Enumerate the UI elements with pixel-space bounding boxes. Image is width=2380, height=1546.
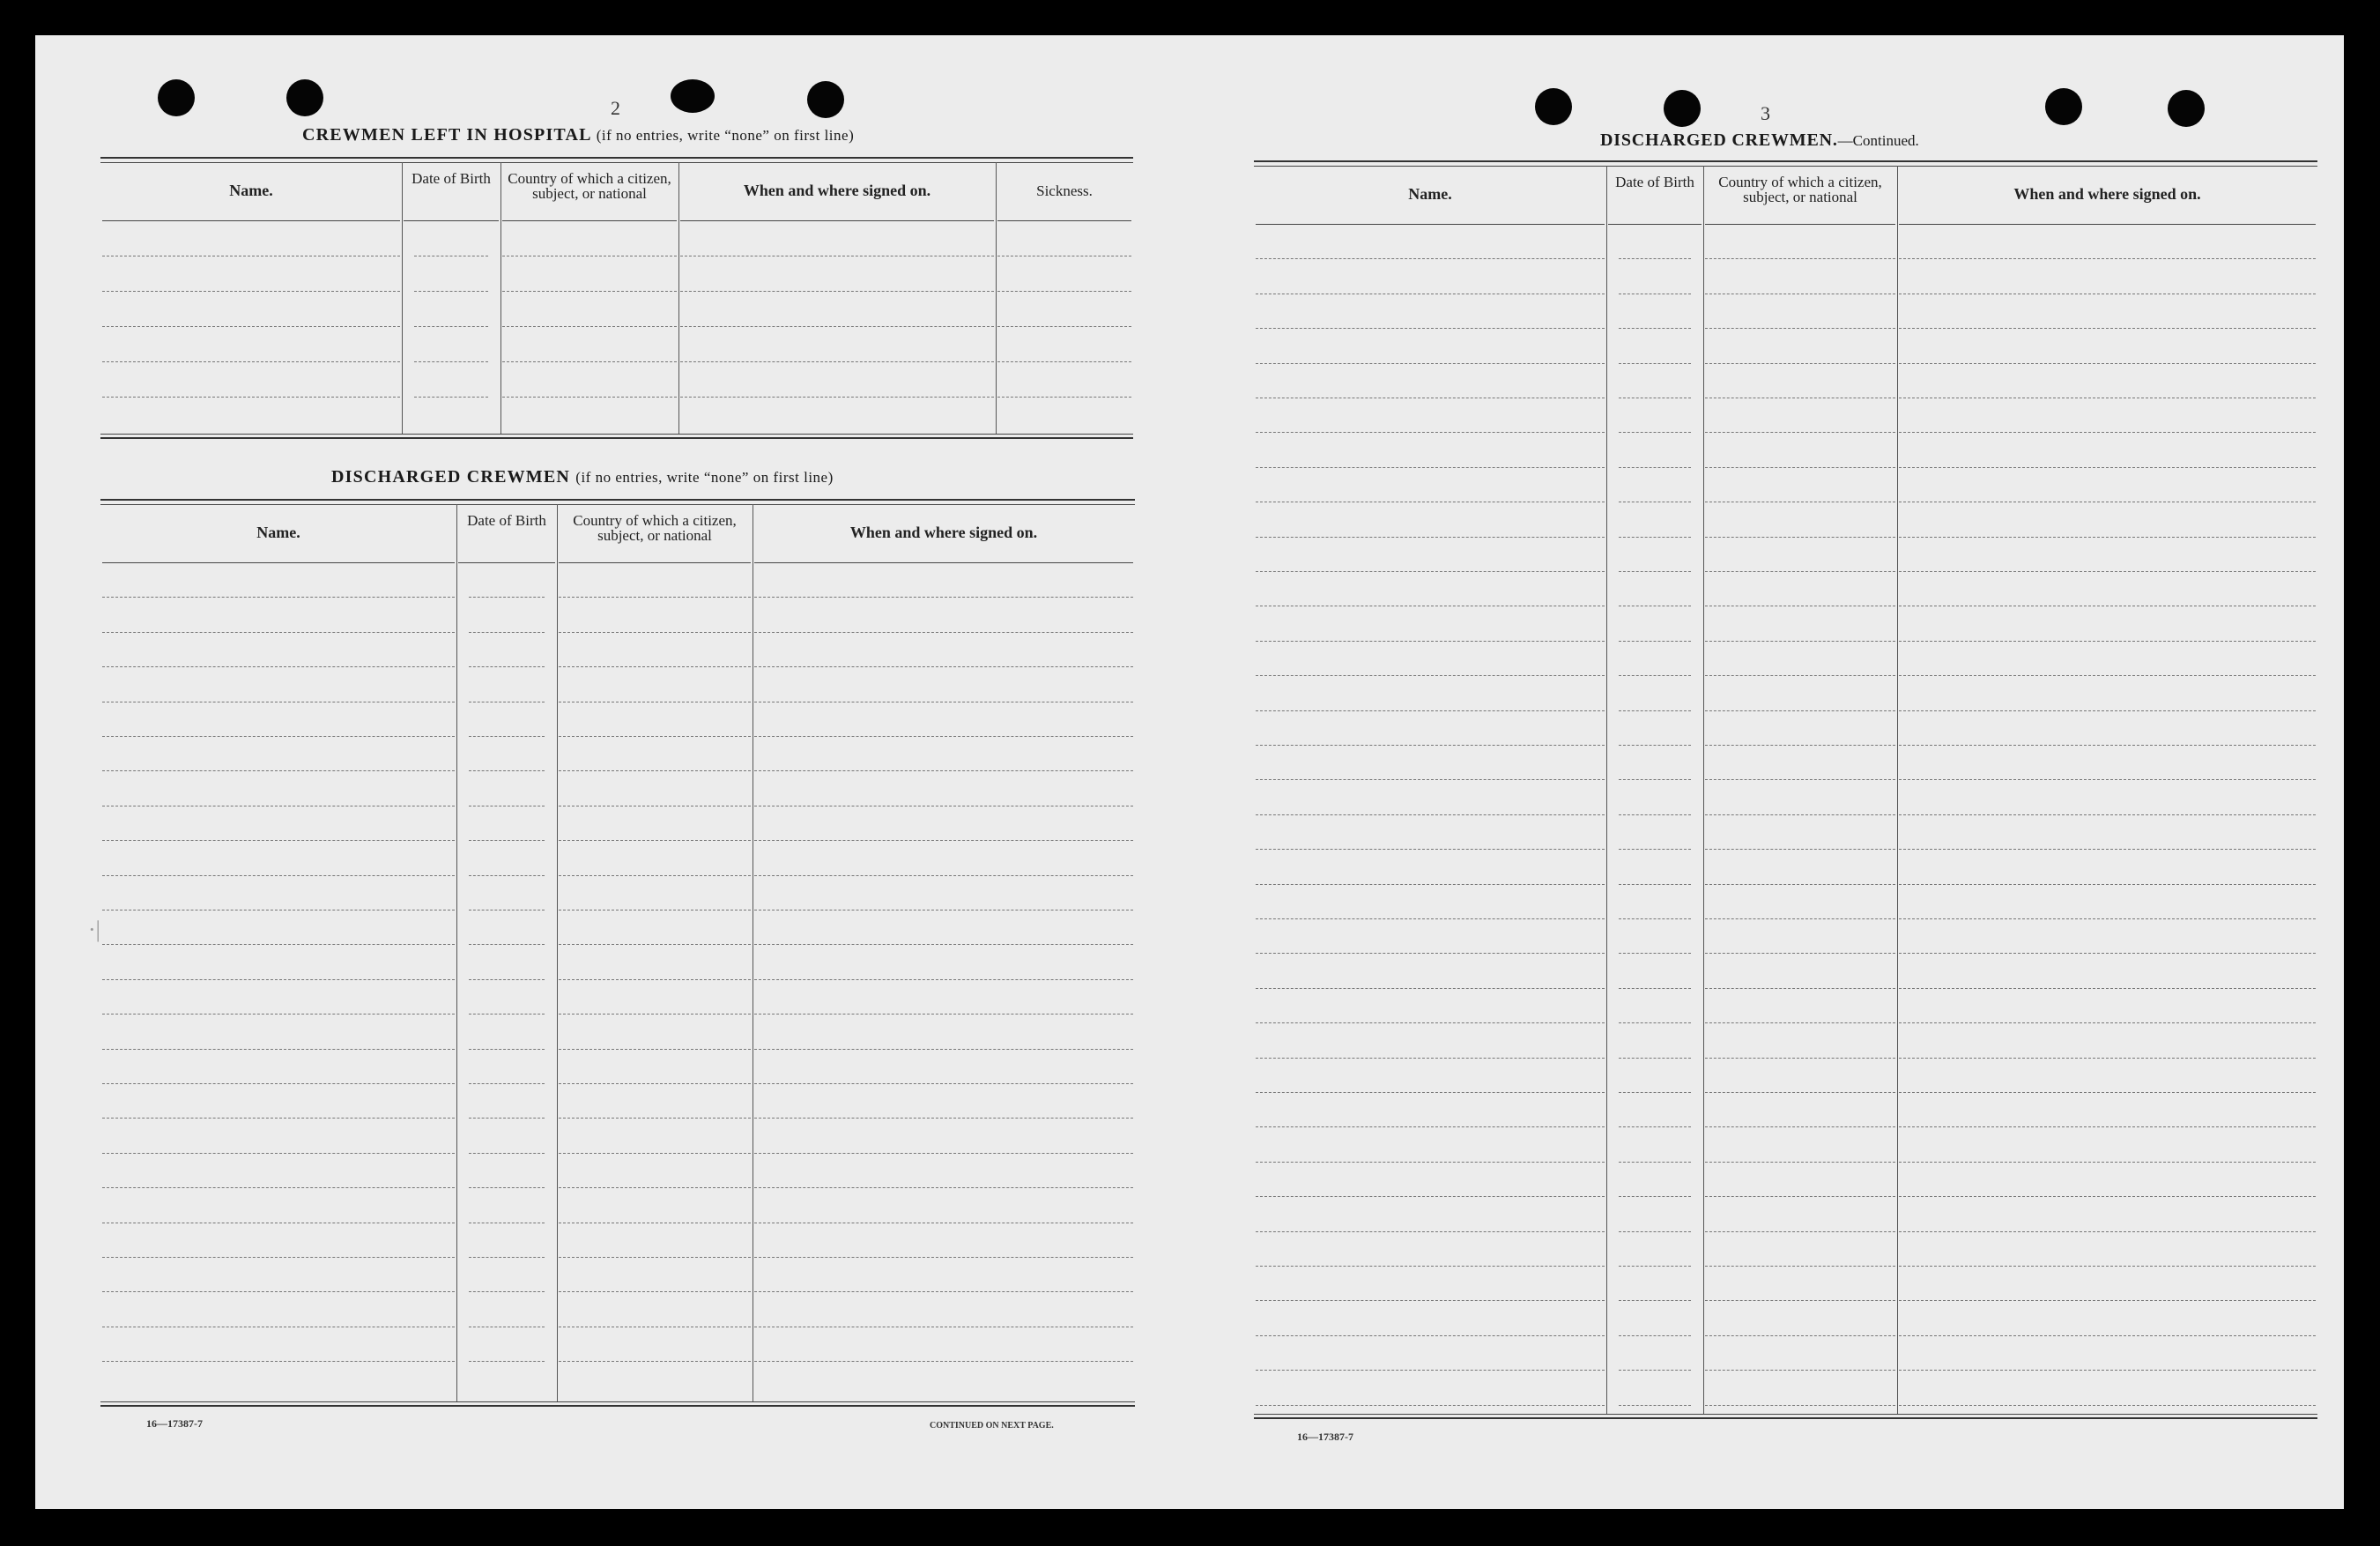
entry-line [1899,537,2316,538]
entry-line [1256,918,1605,919]
entry-line [1899,1370,2316,1371]
entry-line [754,944,1133,945]
form-number-right: 16—17387-7 [1297,1431,1353,1443]
entry-line [102,944,455,945]
entry-line [469,770,545,771]
entry-line [102,736,455,737]
entry-line [1705,258,1895,259]
entry-line [559,1257,751,1258]
table-top-rule [100,499,1135,501]
entry-line [102,910,455,911]
entry-line [469,666,545,667]
entry-line [1619,432,1691,433]
entry-line [1899,641,2316,642]
table-top-rule [100,504,1135,505]
header-underline [502,220,677,221]
entry-line [1619,1300,1691,1301]
entry-line [469,979,545,980]
entry-line [1619,814,1691,815]
entry-line [502,361,677,362]
entry-line [1899,328,2316,329]
entry-line [1619,1126,1691,1127]
entry-line [754,1187,1133,1188]
entry-line [1619,710,1691,711]
header-underline [102,562,455,563]
column-header: When and where signed on. [2013,185,2201,203]
table-bottom-rule [1254,1417,2317,1419]
punch-hole [807,81,844,118]
entry-line [469,597,545,598]
column-header: When and where signed on. [743,182,931,199]
entry-line [1256,432,1605,433]
header-underline [1608,224,1702,225]
entry-line [1619,953,1691,954]
punch-hole [1664,90,1701,127]
punch-hole [158,79,195,116]
entry-line [680,361,994,362]
discharged-section-title [331,467,834,487]
table-bottom-rule [1254,1414,2317,1415]
column-divider [1606,166,1607,1414]
entry-line [1705,953,1895,954]
entry-line [1619,328,1691,329]
entry-line [1705,779,1895,780]
entry-line [1899,988,2316,989]
entry-line [1705,1022,1895,1023]
header-underline [1705,224,1895,225]
entry-line [754,1118,1133,1119]
entry-line [1899,745,2316,746]
entry-line [469,910,545,911]
entry-line [997,397,1131,398]
header-underline [404,220,499,221]
entry-line [469,1291,545,1292]
entry-line [1705,1092,1895,1093]
entry-line [1899,918,2316,919]
entry-line [1619,258,1691,259]
entry-line [1705,432,1895,433]
entry-line [1705,1126,1895,1127]
entry-line [1256,1335,1605,1336]
form-number-left: 16—17387-7 [146,1417,203,1430]
entry-line [1619,363,1691,364]
entry-line [754,840,1133,841]
entry-line [1705,1370,1895,1371]
entry-line [1256,988,1605,989]
page-number-left: 2 [611,97,620,119]
continued-title-suffix: —Continued. [1837,132,1919,149]
entry-line [102,770,455,771]
entry-line [502,397,677,398]
header-underline [680,220,994,221]
entry-line [102,291,400,292]
header-underline [1899,224,2316,225]
entry-line [1256,363,1605,364]
entry-line [1256,814,1605,815]
column-divider [402,162,403,434]
entry-line [502,326,677,327]
entry-line [1899,884,2316,885]
entry-line [1256,1196,1605,1197]
entry-line [102,840,455,841]
entry-line [1705,1231,1895,1232]
entry-line [1619,675,1691,676]
entry-line [1899,258,2316,259]
entry-line [1899,467,2316,468]
entry-line [559,1291,751,1292]
entry-line [754,770,1133,771]
entry-line [754,632,1133,633]
hospital-table [100,157,1133,444]
entry-line [1899,1266,2316,1267]
entry-line [1705,1300,1895,1301]
entry-line [469,1361,545,1362]
entry-line [1619,1370,1691,1371]
column-divider [456,504,457,1401]
entry-line [1256,467,1605,468]
entry-line [1705,1162,1895,1163]
entry-line [1899,710,2316,711]
entry-line [1256,675,1605,676]
column-header: Sickness. [1036,182,1093,199]
column-header: When and where signed on. [849,524,1038,541]
entry-line [559,944,751,945]
entry-line [559,1187,751,1188]
entry-line [1899,1058,2316,1059]
ink-smudge: ·| [88,917,100,942]
entry-line [1899,1335,2316,1336]
entry-line [1899,1405,2316,1406]
entry-line [1619,1231,1691,1232]
continued-note: CONTINUED ON NEXT PAGE. [930,1421,1054,1431]
entry-line [1899,1092,2316,1093]
punch-hole [671,79,715,113]
entry-line [1619,849,1691,850]
entry-line [1899,1300,2316,1301]
entry-line [754,1083,1133,1084]
entry-line [1256,1162,1605,1163]
entry-line [1256,1022,1605,1023]
entry-line [1619,1092,1691,1093]
entry-line [102,326,400,327]
entry-line [559,597,751,598]
entry-line [1705,1196,1895,1197]
entry-line [102,632,455,633]
entry-line [102,875,455,876]
table-top-rule [1254,160,2317,162]
table-bottom-rule [100,434,1133,435]
entry-line [102,1049,455,1050]
punch-hole [2168,90,2205,127]
entry-line [469,875,545,876]
entry-line [414,361,488,362]
entry-line [1899,1196,2316,1197]
entry-line [1256,953,1605,954]
discharged-title-text: DISCHARGED CREWMEN [331,467,571,487]
entry-line [1705,641,1895,642]
entry-line [469,944,545,945]
entry-line [1619,988,1691,989]
header-underline [1256,224,1605,225]
column-divider [557,504,558,1401]
entry-line [414,397,488,398]
discharged-title-note: (if no entries, write “none” on first line) [575,469,834,486]
table-top-rule [1254,166,2317,167]
discharged-table [100,499,1135,1416]
entry-line [559,736,751,737]
entry-line [754,1049,1133,1050]
entry-line [102,397,400,398]
entry-line [502,291,677,292]
entry-line [1899,1162,2316,1163]
entry-line [754,1291,1133,1292]
entry-line [1705,710,1895,711]
entry-line [1899,571,2316,572]
entry-line [1619,1196,1691,1197]
entry-line [102,1118,455,1119]
entry-line [469,1118,545,1119]
entry-line [1619,779,1691,780]
entry-line [754,1361,1133,1362]
entry-line [469,1049,545,1050]
entry-line [469,736,545,737]
header-underline [559,562,751,563]
header-underline [997,220,1131,221]
entry-line [1256,537,1605,538]
entry-line [559,979,751,980]
column-header: Date of Birth [1615,174,1694,190]
entry-line [1619,537,1691,538]
entry-line [559,1153,751,1154]
entry-line [414,326,488,327]
entry-line [1899,363,2316,364]
column-divider [1703,166,1704,1414]
entry-line [1256,1300,1605,1301]
entry-line [102,597,455,598]
hospital-title-text: CREWMEN LEFT IN HOSPITAL [302,125,591,145]
entry-line [102,1291,455,1292]
entry-line [1256,1266,1605,1267]
entry-line [1899,779,2316,780]
entry-line [1705,814,1895,815]
entry-line [754,910,1133,911]
entry-line [754,1257,1133,1258]
entry-line [997,326,1131,327]
entry-line [1256,1126,1605,1127]
entry-line [559,1014,751,1015]
discharged-continued-table [1254,160,2317,1430]
entry-line [997,361,1131,362]
column-header: Date of Birth [411,170,491,187]
entry-line [414,291,488,292]
entry-line [754,1153,1133,1154]
entry-line [1705,1058,1895,1059]
document-sheet [35,35,2344,1509]
entry-line [102,1187,455,1188]
entry-line [559,840,751,841]
entry-line [1256,779,1605,780]
header-underline [754,562,1133,563]
entry-line [754,979,1133,980]
table-top-rule [100,162,1133,163]
entry-line [1705,1405,1895,1406]
header-underline [458,562,555,563]
entry-line [1705,328,1895,329]
entry-line [754,875,1133,876]
entry-line [1899,1022,2316,1023]
entry-line [1705,849,1895,850]
entry-line [1619,467,1691,468]
entry-line [559,1049,751,1050]
entry-line [1256,1058,1605,1059]
entry-line [1256,258,1605,259]
entry-line [102,666,455,667]
entry-line [469,1153,545,1154]
entry-line [469,1014,545,1015]
entry-line [680,397,994,398]
entry-line [559,1361,751,1362]
table-bottom-rule [100,1405,1135,1407]
entry-line [559,1083,751,1084]
column-divider [996,162,997,434]
entry-line [1619,1405,1691,1406]
entry-line [1899,1126,2316,1127]
column-header: Name. [1408,185,1452,203]
entry-line [102,1153,455,1154]
entry-line [1256,328,1605,329]
entry-line [754,597,1133,598]
entry-line [1705,988,1895,989]
entry-line [1619,571,1691,572]
entry-line [102,1014,455,1015]
entry-line [1705,1335,1895,1336]
entry-line [1256,884,1605,885]
entry-line [102,1257,455,1258]
entry-line [469,632,545,633]
entry-line [1256,1231,1605,1232]
column-header: Name. [229,182,273,199]
entry-line [1256,641,1605,642]
column-header: Country of which a citizen, subject, or national [508,170,671,202]
entry-line [1899,432,2316,433]
entry-line [1705,884,1895,885]
entry-line [997,291,1131,292]
entry-line [559,632,751,633]
entry-line [469,1187,545,1188]
column-header: Date of Birth [467,512,546,529]
table-bottom-rule [100,437,1133,439]
entry-line [1256,571,1605,572]
entry-line [1899,953,2316,954]
entry-line [1619,745,1691,746]
entry-line [1899,1231,2316,1232]
entry-line [1899,849,2316,850]
entry-line [1705,675,1895,676]
entry-line [559,666,751,667]
entry-line [1705,571,1895,572]
column-header: Country of which a citizen, subject, or national [573,512,737,544]
column-divider [500,162,501,434]
punch-hole [2045,88,2082,125]
entry-line [102,361,400,362]
entry-line [469,1083,545,1084]
entry-line [1256,1092,1605,1093]
entry-line [1705,537,1895,538]
entry-line [559,1118,751,1119]
punch-hole [1535,88,1572,125]
entry-line [1899,675,2316,676]
entry-line [469,1257,545,1258]
entry-line [559,910,751,911]
entry-line [1619,884,1691,885]
entry-line [754,1014,1133,1015]
column-divider [1897,166,1898,1414]
hospital-section-title [302,125,854,145]
table-bottom-rule [100,1401,1135,1402]
entry-line [1619,1266,1691,1267]
continued-title-text: DISCHARGED CREWMEN. [1600,130,1838,150]
entry-line [1705,363,1895,364]
entry-line [1705,918,1895,919]
entry-line [1705,467,1895,468]
entry-line [1619,1335,1691,1336]
entry-line [1899,814,2316,815]
entry-line [469,840,545,841]
entry-line [1256,1405,1605,1406]
entry-line [1619,1162,1691,1163]
entry-line [1256,1370,1605,1371]
entry-line [1619,641,1691,642]
entry-line [1619,1058,1691,1059]
table-top-rule [100,157,1133,159]
entry-line [102,979,455,980]
entry-line [680,326,994,327]
entry-line [559,875,751,876]
entry-line [1619,918,1691,919]
punch-hole [286,79,323,116]
page-number-right: 3 [1761,102,1770,124]
entry-line [680,291,994,292]
hospital-title-note: (if no entries, write “none” on first line) [596,127,855,144]
entry-line [1619,1022,1691,1023]
entry-line [1256,849,1605,850]
entry-line [102,1361,455,1362]
entry-line [1705,1266,1895,1267]
entry-line [1256,710,1605,711]
entry-line [102,1083,455,1084]
column-header: Name. [256,524,300,541]
header-underline [102,220,400,221]
entry-line [1705,745,1895,746]
column-header: Country of which a citizen, subject, or national [1718,174,1882,205]
entry-line [1256,745,1605,746]
entry-line [754,666,1133,667]
entry-line [559,770,751,771]
column-divider [678,162,679,434]
entry-line [754,736,1133,737]
discharged-continued-title [1600,130,1919,151]
